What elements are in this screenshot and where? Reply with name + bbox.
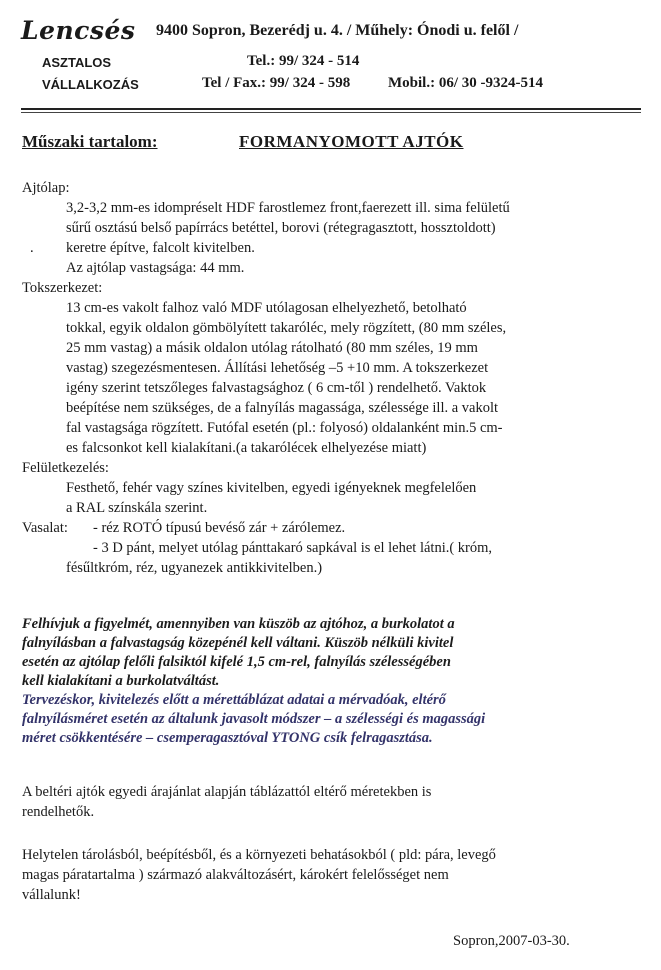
tok-line: igény szerint tetszőleges falvastagsághoz ( 6 cm-től ) rendelhető. Vaktok: [66, 380, 487, 396]
vasalat-line: - réz ROTÓ típusú bevéső zár + zárólemez.: [93, 520, 346, 536]
tok-line: tokkal, egyik oldalon gömbölyített takaróléc, mely rögzített, (80 mm széles,: [66, 320, 507, 336]
notice-line-blue: falnyílásméret esetén az általunk javasolt módszer – a szélességi és magassági: [22, 711, 486, 727]
notice-line: falnyílásban a falvastagság közepénél kell váltani. Küszöb nélküli kivitel: [22, 635, 454, 651]
header-vallalkozas: VÁLLALKOZÁS: [42, 77, 139, 92]
felulet-line: a RAL színskála szerint.: [66, 500, 208, 516]
header-tel: Tel.: 99/ 324 - 514: [247, 53, 360, 69]
tok-line: es falcsonkot kell kialakítani.(a takarólécek elhelyezése miatt): [66, 440, 427, 456]
section-ajtolap: [22, 178, 642, 578]
tok-heading: Tokszerkezet:: [22, 280, 103, 296]
tok-line: beépítése nem szükséges, de a falnyílás magassága, szélessége ill. a vakolt: [66, 400, 499, 416]
footer-paragraph-2: [22, 845, 652, 905]
ajtolap-line: sűrű osztású belső papírrács betéttel, borovi (rétegragasztott, hossztoldott): [66, 220, 496, 236]
ajtolap-line: keretre építve, falcolt kivitelben.: [66, 240, 255, 256]
tok-line: vastag) szegezésmentesen. Állítási lehetőség –5 +10 mm. A tokszerkezet: [66, 360, 489, 376]
company-logo: Lencsés: [21, 16, 136, 45]
header-divider-thin: [21, 112, 641, 113]
tok-line: 25 mm vastag) a másik oldalon utólag rátolható (80 mm széles, 19 mm: [66, 340, 478, 356]
company-address: 9400 Sopron, Bezerédj u. 4. / Műhely: Ónodi u. felől /: [156, 22, 519, 39]
header-divider: [21, 108, 641, 110]
header-asztalos: ASZTALOS: [42, 55, 112, 70]
notice-block: [22, 615, 642, 748]
vasalat-label: Vasalat:: [22, 520, 68, 536]
ajtolap-line: Az ajtólap vastagsága: 44 mm.: [66, 260, 245, 276]
notice-line: kell kialakítani a burkolatváltást.: [22, 673, 220, 689]
notice-line-blue: méret csökkentésére – csemperagasztóval YTONG csík felragasztása.: [22, 730, 433, 746]
footer-paragraph-1: [22, 782, 642, 822]
footer-line: A beltéri ajtók egyedi árajánlat alapján táblázattól eltérő méretekben is: [22, 784, 432, 800]
tok-line: 13 cm-es vakolt falhoz való MDF utólagosan elhelyezhető, betolható: [66, 300, 467, 316]
notice-line: esetén az ajtólap felőli falsiktól kifelé 1,5 cm-rel, falnyílás szélességében: [22, 654, 451, 670]
header-telfax: Tel / Fax.: 99/ 324 - 598: [202, 75, 351, 91]
stray-dot: .: [30, 240, 34, 256]
header-mobil: Mobil.: 06/ 30 -9324-514: [388, 75, 543, 91]
title-label: Műszaki tartalom:: [22, 132, 158, 151]
ajtolap-line: 3,2-3,2 mm-es idompréselt HDF farostlemez front,faerezett ill. sima felületű: [66, 200, 510, 216]
felulet-heading: Felületkezelés:: [22, 460, 109, 476]
document-date: Sopron,2007-03-30.: [453, 933, 570, 949]
notice-line-blue: Tervezéskor, kivitelezés előtt a mérettáblázat adatai a mérvadóak, eltérő: [22, 692, 446, 708]
notice-line: Felhívjuk a figyelmét, amennyiben van küszöb az ajtóhoz, a burkolatot a: [22, 616, 455, 632]
footer-line: Helytelen tárolásból, beépítésből, és a környezeti behatásokból ( pld: pára, levegő: [22, 847, 496, 863]
footer-line: rendelhetők.: [22, 804, 95, 820]
vasalat-line: fésűltkróm, réz, ugyanezek antikkivitelben.): [66, 560, 323, 576]
footer-line: magas páratartalma ) származó alakváltozásért, károkért felelősséget nem: [22, 867, 449, 883]
felulet-line: Festhető, fehér vagy színes kivitelben, egyedi igényeknek megfelelően: [66, 480, 477, 496]
page-title: FORMANYOMOTT AJTÓK: [239, 132, 464, 151]
ajtolap-heading: Ajtólap:: [22, 180, 70, 196]
vasalat-line: - 3 D pánt, melyet utólag pánttakaró sapkával is el lehet látni.( króm,: [93, 540, 493, 556]
footer-line: vállalunk!: [22, 887, 81, 903]
tok-line: fal vastagsága rögzített. Futófal esetén (pl.: folyosó) oldalanként min.5 cm-: [66, 420, 503, 436]
